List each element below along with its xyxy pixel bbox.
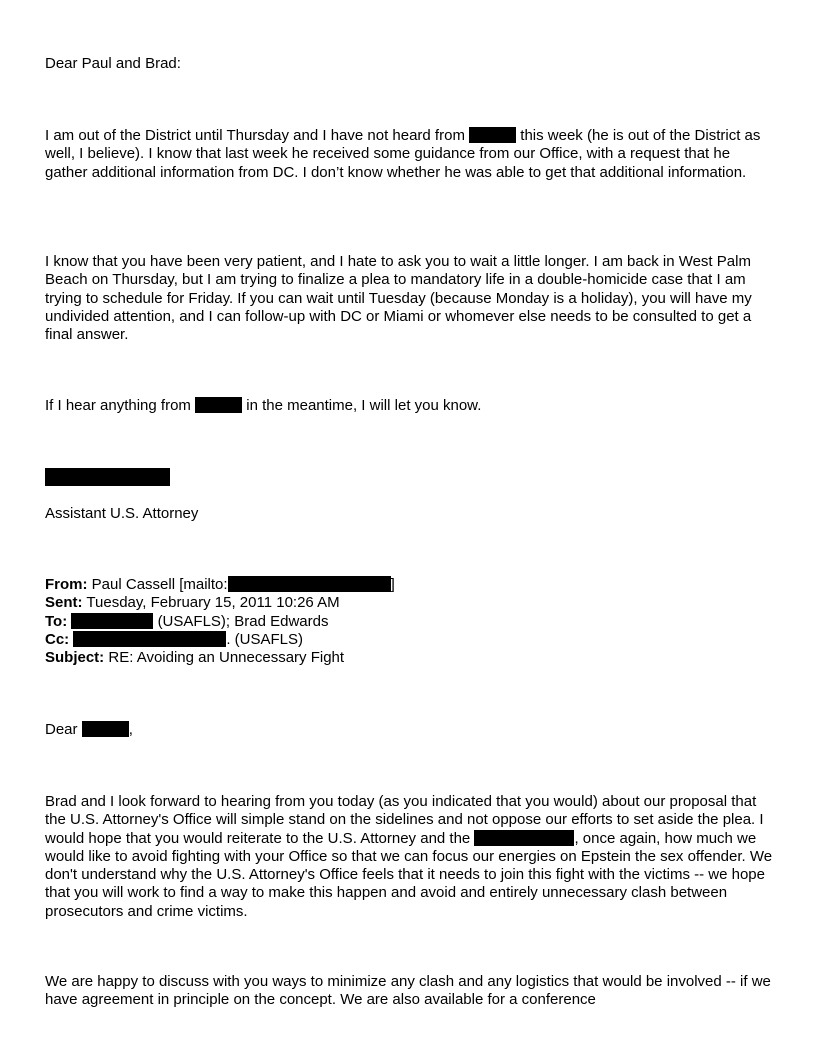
- redaction: [73, 631, 226, 647]
- redaction: [469, 127, 516, 143]
- to-label: To:: [45, 612, 68, 630]
- signature-name-redaction: [45, 468, 170, 486]
- salutation-dear: Dear: [45, 721, 78, 738]
- redaction: [71, 613, 153, 629]
- cc-label: Cc:: [45, 630, 70, 648]
- subject-value: RE: Avoiding an Unnecessary Fight: [108, 649, 345, 667]
- paragraph-closing-part2: in the meantime, I will let you know.: [246, 397, 482, 414]
- from-value: Paul Cassell [mailto:: [91, 576, 228, 593]
- paragraph-status: [45, 127, 775, 182]
- to-value: (USAFLS); Brad Edwards: [157, 612, 329, 630]
- paragraph-logistics: We are happy to discuss with you ways to minimize any clash and any logistics that would be involved -- if we have agreement in principle on the concept. We are also available for a conference: [45, 973, 771, 1009]
- email-header: [45, 576, 775, 667]
- paragraph-request: I know that you have been very patient, and I hate to ask you to wait a little longer. I am back in West Palm Beach on Thursday, but I am trying to finalize a plea to mandatory life in a double-homicide case that I am trying to schedule for Friday. If you can wait until Tuesday (because Monday is a holiday), you will have my undivided attention, and I can follow-up with DC or Miami or whomever else needs to be consulted to get a final answer.: [45, 253, 752, 344]
- paragraph-proposal-part1: Brad and I look forward to hearing from you today (as you indicated that you would) about our proposal that the U.S. Attorney's Office will simple stand on the sidelines and not oppose our efforts to set aside the plea. I would hope that you would reiterate to the U.S. Attorney and the: [45, 793, 764, 847]
- paragraph-status-part1: I am out of the District until Thursday and I have not heard from: [45, 127, 465, 144]
- from-close: ]: [390, 576, 395, 593]
- paragraph-proposal-part2: , once again, how much we would like to avoid fighting with your Office so that we can focus our energies on Epstein the sex offender. We don't understand why the U.S. Attorney's Office feels that it needs to join this fight with the victims -- we hope that you will work to find a way to make this happen and avoid and entirely unnecessary clash between prosecutors and crime victims.: [45, 829, 773, 920]
- paragraph-status-part2: this week (he is out of the District as well, I believe). I know that last week he received some guidance from our Office, with a request that he gather additional information from DC. I don’t know whether he was able to get that additional information.: [45, 127, 761, 181]
- redaction: [82, 721, 129, 737]
- from-label: From:: [45, 576, 88, 593]
- redaction: [228, 576, 391, 592]
- sent-value: Tuesday, February 15, 2011 10:26 AM: [86, 594, 340, 612]
- sent-label: Sent:: [45, 594, 83, 612]
- salutation: [45, 721, 775, 739]
- paragraph-proposal: [45, 793, 779, 921]
- subject-label: Subject:: [45, 649, 105, 667]
- greeting: Dear Paul and Brad:: [45, 55, 181, 72]
- redaction: [195, 397, 242, 413]
- salutation-comma: ,: [128, 721, 133, 738]
- paragraph-closing: [45, 397, 775, 415]
- cc-value: . (USAFLS): [226, 630, 304, 648]
- redaction: [474, 830, 574, 846]
- signature-title: Assistant U.S. Attorney: [45, 505, 199, 522]
- paragraph-closing-part1: If I hear anything from: [45, 397, 191, 414]
